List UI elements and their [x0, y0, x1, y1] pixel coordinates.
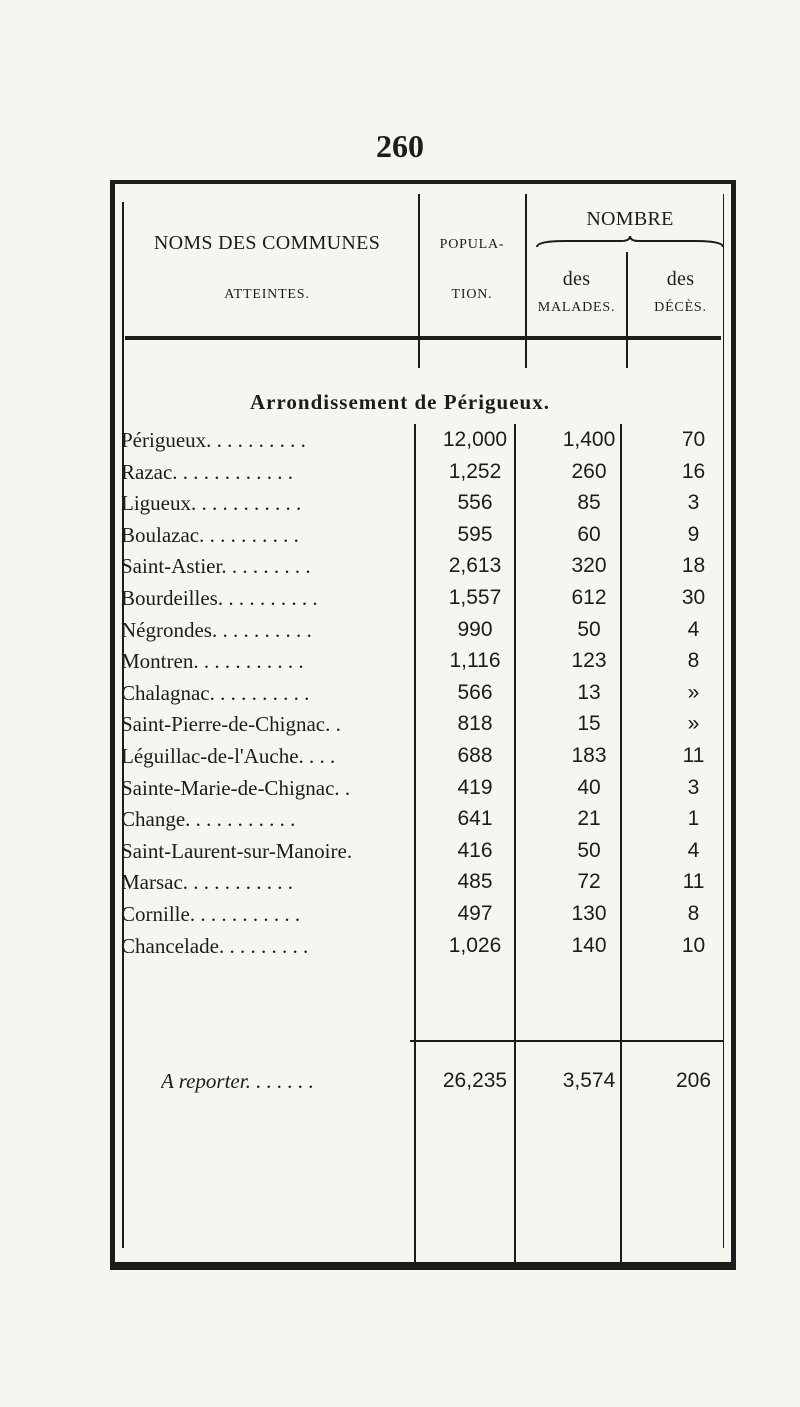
malades-value: 260 [571, 459, 607, 483]
deces-value: » [687, 712, 700, 736]
malades-value: 40 [577, 775, 601, 799]
commune-name: Razac. . . . . . . . . . . . [121, 459, 294, 484]
total-label: A reporter. . . . . . . [161, 1069, 314, 1093]
deces-value: 18 [681, 554, 706, 578]
deces-value: 8 [687, 649, 700, 673]
commune-name: Sainte-Marie-de-Chignac. . [121, 775, 351, 800]
total-rule-deces [620, 1040, 724, 1042]
header-communes: NOMS DES COMMUNES [153, 232, 381, 254]
malades-value: 320 [571, 554, 607, 578]
commune-name: Saint-Astier. . . . . . . . . [121, 554, 311, 579]
commune-name: Périgueux. . . . . . . . . . [121, 428, 306, 452]
commune-name: Marsac. . . . . . . . . . . [121, 870, 294, 895]
commune-name: Montren. . . . . . . . . . . [121, 649, 304, 674]
header-brace [535, 235, 725, 249]
commune-name: Change. . . . . . . . . . . [121, 807, 296, 832]
malades-value: 50 [577, 838, 601, 862]
malades-value: 60 [577, 522, 601, 546]
header-malades-sub: MALADES. [537, 300, 616, 315]
deces-value: 3 [687, 491, 700, 515]
commune-name: Cornille. . . . . . . . . . . [121, 902, 301, 926]
commune-name: Léguillac-de-l'Auche. . . . [121, 744, 336, 768]
malades-value: 123 [571, 649, 607, 673]
page-number: 260 [376, 128, 424, 164]
commune-name: Saint-Laurent-sur-Manoire. [121, 838, 353, 863]
population-value: 641 [457, 807, 493, 831]
malades-value: 85 [577, 491, 601, 515]
population-value: 566 [457, 680, 493, 704]
population-value: 818 [457, 712, 493, 736]
malades-value: 13 [577, 680, 601, 704]
malades-value: 1,400 [562, 428, 616, 451]
total-deces: 206 [675, 1069, 712, 1092]
malades-value: 140 [571, 933, 607, 957]
deces-value: 11 [682, 870, 705, 894]
malades-value: 72 [577, 870, 601, 894]
population-value: 688 [457, 744, 493, 767]
total-malades: 3,574 [562, 1069, 616, 1092]
total-rule-pop [410, 1040, 514, 1042]
commune-name: Saint-Pierre-de-Chignac. . [121, 712, 341, 737]
deces-value: 16 [681, 459, 706, 483]
total-rule-malades [514, 1040, 620, 1042]
header-nombre: NOMBRE [586, 208, 674, 230]
malades-value: 15 [577, 712, 601, 736]
commune-name: Chalagnac. . . . . . . . . . [121, 680, 310, 705]
header-deces-sub: DÉCÈS. [654, 300, 707, 315]
population-value: 419 [457, 775, 493, 799]
population-value: 12,000 [442, 428, 508, 451]
header-population-sub: TION. [451, 287, 493, 302]
deces-value: 3 [687, 775, 700, 799]
population-value: 1,252 [448, 459, 502, 483]
malades-value: 50 [577, 617, 601, 641]
header-deces: des [666, 268, 695, 290]
commune-name: Chancelade. . . . . . . . . [121, 933, 309, 958]
deces-value: 1 [687, 807, 700, 831]
deces-value: 70 [681, 428, 706, 451]
total-population: 26,235 [442, 1069, 508, 1092]
malades-value: 21 [577, 807, 601, 831]
header-population: POPULA- [439, 237, 505, 252]
population-value: 1,116 [449, 649, 501, 673]
commune-name: Ligueux. . . . . . . . . . . [121, 491, 302, 516]
commune-name: Bourdeilles. . . . . . . . . . [121, 586, 318, 610]
header-communes-sub: ATTEINTES. [224, 287, 310, 302]
population-value: 1,026 [448, 933, 502, 957]
deces-value: 11 [682, 744, 705, 767]
deces-value: 4 [687, 838, 700, 862]
malades-value: 183 [571, 744, 607, 767]
population-value: 485 [457, 870, 493, 894]
deces-value: 9 [687, 522, 700, 546]
deces-value: » [687, 680, 700, 704]
population-value: 416 [457, 838, 493, 862]
header-rule [125, 336, 721, 340]
malades-value: 612 [571, 586, 607, 609]
deces-value: 8 [687, 902, 700, 925]
population-value: 556 [457, 491, 493, 515]
deces-value: 10 [681, 933, 706, 957]
malades-value: 130 [571, 902, 607, 925]
header-separator-1 [418, 194, 420, 368]
population-value: 497 [457, 902, 493, 925]
population-value: 595 [457, 522, 493, 546]
section-title: Arrondissement de Périgueux. [249, 390, 550, 414]
deces-value: 4 [687, 617, 700, 641]
header-malades: des [562, 268, 591, 290]
population-value: 2,613 [448, 554, 502, 578]
population-value: 990 [457, 617, 493, 641]
commune-name: Boulazac. . . . . . . . . . [121, 522, 299, 547]
population-value: 1,557 [448, 586, 502, 609]
deces-value: 30 [681, 586, 706, 609]
commune-name: Négrondes. . . . . . . . . . [121, 617, 312, 642]
